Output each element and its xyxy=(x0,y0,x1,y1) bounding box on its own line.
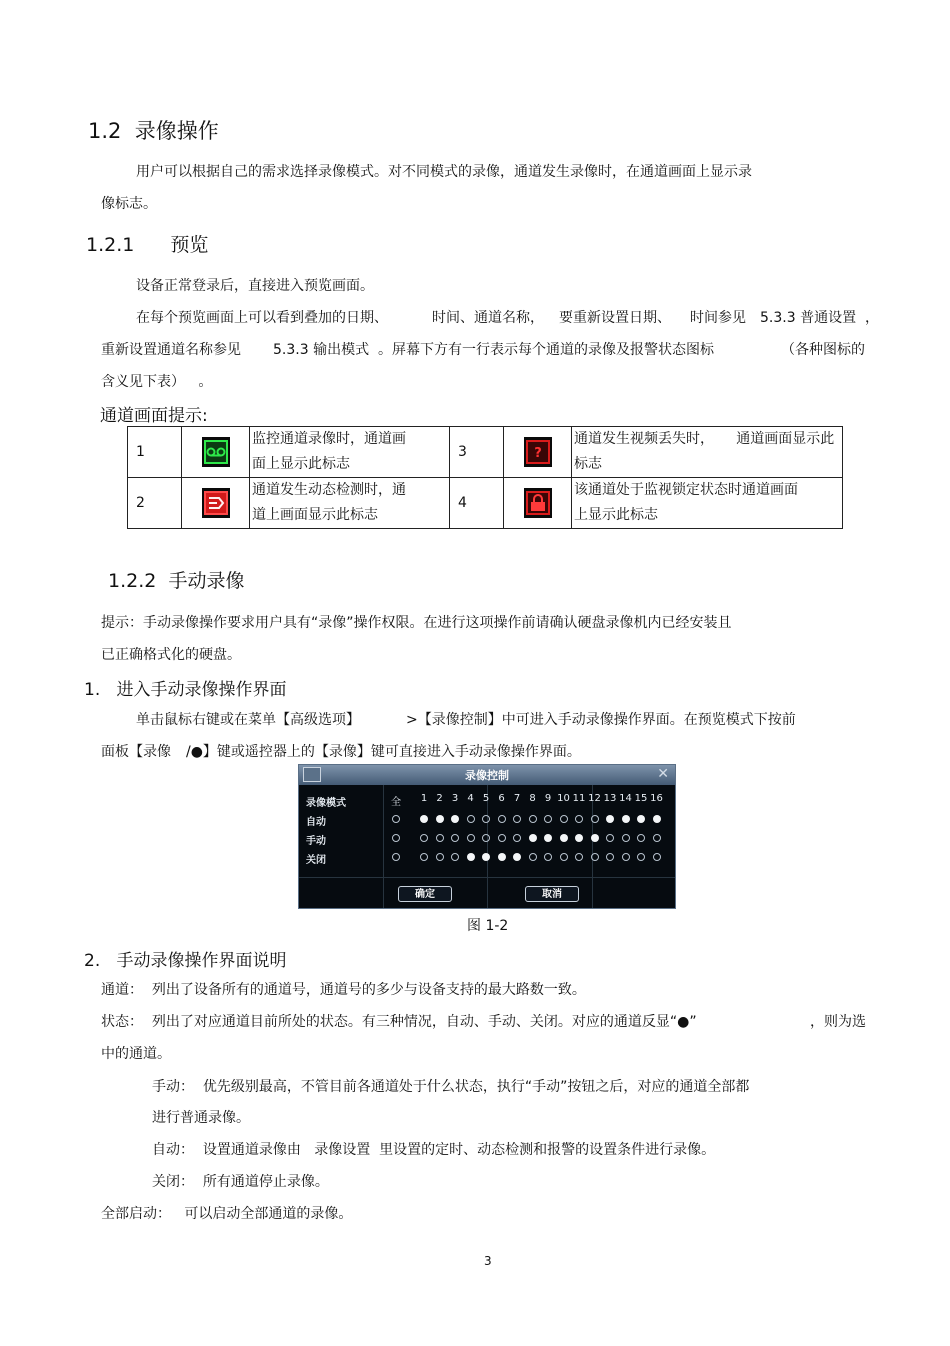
channel-state-radio[interactable] xyxy=(575,834,583,842)
manual-number: 1.2.2 xyxy=(108,570,157,592)
preview-p2-line2-b: 。屏幕下方有一行表示每个通道的录像及报警状态图标 xyxy=(378,342,714,358)
channel-number: 8 xyxy=(529,793,536,804)
all-state-radio[interactable] xyxy=(392,853,400,861)
preview-p2-line1-a: 在每个预览画面上可以看到叠加的日期、 xyxy=(136,310,388,326)
channel-state-radio[interactable] xyxy=(637,815,645,823)
dialog-title: 录像控制 xyxy=(465,769,509,782)
channel-number: 2 xyxy=(436,793,443,804)
section-title: 录像操作 xyxy=(134,119,219,143)
step1-line1-a: 单击鼠标右键或在菜单【高级选项】 xyxy=(136,712,360,728)
step1-heading xyxy=(84,675,286,700)
channel-state-radio[interactable] xyxy=(529,834,537,842)
preview-p2-line1-d: 时间参见 xyxy=(690,310,746,326)
legend-num: 1 xyxy=(128,427,182,478)
row-label-manual: 手动 xyxy=(306,836,326,847)
legend-text: 上显示此标志 xyxy=(574,507,658,523)
preview-p2-line1-c: 要重新设置日期、 xyxy=(559,310,671,326)
legend-text: 该通道处于监视锁定状态时通道画面 xyxy=(574,482,798,498)
channel-state-radio[interactable] xyxy=(606,834,614,842)
manual-title: 手动录像 xyxy=(168,570,245,592)
legend-text: 通道发生视频丢失时， xyxy=(574,431,714,447)
step1-line2-b: /●】键或遥控器上的【录像】键可直接进入手动录像操作界面。 xyxy=(186,744,581,760)
channel-number: 14 xyxy=(619,793,632,804)
preview-p2-line3 xyxy=(101,371,212,391)
step2-heading xyxy=(84,946,286,971)
channel-state-radio[interactable] xyxy=(544,815,552,823)
channel-state-radio[interactable] xyxy=(482,815,490,823)
channel-state-radio[interactable] xyxy=(653,853,661,861)
channel-state-radio[interactable] xyxy=(637,834,645,842)
channel-state-radio[interactable] xyxy=(591,815,599,823)
intro-line-2: 像标志。 xyxy=(101,196,157,212)
all-state-radio[interactable] xyxy=(392,834,400,842)
channel-state-radio[interactable] xyxy=(529,853,537,861)
channel-state-radio[interactable] xyxy=(467,815,475,823)
page-number: 3 xyxy=(484,1254,492,1268)
mode-label: 录像模式 xyxy=(306,798,346,809)
grid-line xyxy=(299,877,675,878)
channel-number: 9 xyxy=(544,793,552,804)
tip-line-2: 已正确格式化的硬盘。 xyxy=(101,647,241,663)
manual-heading xyxy=(108,566,244,593)
channel-number: 7 xyxy=(513,793,521,804)
channel-description: 通道： 列出了设备所有的通道号，通道号的多少与设备支持的最大路数一致。 xyxy=(101,982,586,998)
channel-state-radio[interactable] xyxy=(451,815,459,823)
channel-state-radio[interactable] xyxy=(591,853,599,861)
channel-state-radio[interactable] xyxy=(529,815,537,823)
channel-state-radio[interactable] xyxy=(436,815,444,823)
channel-state-radio[interactable] xyxy=(560,853,568,861)
channel-number: 10 xyxy=(557,793,570,804)
channel-state-radio[interactable] xyxy=(498,853,506,861)
channel-state-radio[interactable] xyxy=(653,815,661,823)
channel-number: 13 xyxy=(603,793,617,804)
intro-line-1: 用户可以根据自己的需求选择录像模式。对不同模式的录像，通道发生录像时，在通道画面上显示录 xyxy=(136,164,752,180)
channel-number: 15 xyxy=(634,793,648,804)
ok-button[interactable]: 确定 xyxy=(398,886,452,902)
step2-number: 2. xyxy=(84,951,101,971)
preview-p2-line1-link: 5.3.3 普通设置 xyxy=(760,310,857,326)
channel-state-radio[interactable] xyxy=(482,834,490,842)
legend-num: 3 xyxy=(450,427,504,478)
state-description-c: 中的通道。 xyxy=(101,1046,171,1062)
legend-text: 面上显示此标志 xyxy=(252,456,350,472)
grid-line xyxy=(383,785,384,909)
channel-state-radio[interactable] xyxy=(420,815,428,823)
channel-state-radio[interactable] xyxy=(436,853,444,861)
channel-state-radio[interactable] xyxy=(420,853,428,861)
channel-state-radio[interactable] xyxy=(467,834,475,842)
channel-state-radio[interactable] xyxy=(498,815,506,823)
row-label-off: 关闭 xyxy=(306,855,326,866)
channel-state-radio[interactable] xyxy=(575,853,583,861)
video-loss-icon xyxy=(524,437,552,467)
svg-text:?: ? xyxy=(533,446,542,461)
legend-row-1 xyxy=(128,427,843,478)
channel-state-radio[interactable] xyxy=(560,815,568,823)
channel-state-radio[interactable] xyxy=(622,853,630,861)
channel-state-radio[interactable] xyxy=(622,834,630,842)
state-description-b: ，则为选 xyxy=(810,1014,866,1030)
channel-state-radio[interactable] xyxy=(560,834,568,842)
preview-p2-line2-a: 重新设置通道名称参见 xyxy=(101,342,241,358)
channel-state-radio[interactable] xyxy=(544,853,552,861)
section-number: 1.2 xyxy=(88,119,122,143)
preview-p2-line1-b: 时间、通道名称， xyxy=(432,310,544,326)
figure-caption: 图 1-2 xyxy=(467,918,509,934)
preview-p2-line2-c: （各种图标的 xyxy=(781,342,865,358)
preview-title: 预览 xyxy=(170,234,209,256)
channel-number: 4 xyxy=(467,793,474,804)
channel-state-radio[interactable] xyxy=(513,815,521,823)
section-heading xyxy=(88,115,219,145)
channel-number: 16 xyxy=(650,793,663,804)
channel-number: 6 xyxy=(498,793,505,804)
legend-text: 监控通道录像时，通道画 xyxy=(252,431,406,447)
all-state-radio[interactable] xyxy=(392,815,400,823)
channel-state-radio[interactable] xyxy=(498,834,506,842)
channel-state-radio[interactable] xyxy=(513,853,521,861)
step1-line2-a: 面板【录像 xyxy=(101,744,171,760)
auto-description: 自动： 设置通道录像由 录像设置 里设置的定时、动态检测和报警的设置条件进行录像。 xyxy=(152,1142,716,1158)
step1-line1-b: >【录像控制】中可进入手动录像操作界面。在预览模式下按前 xyxy=(406,712,796,728)
preview-number: 1.2.1 xyxy=(86,234,135,256)
row-label-auto: 自动 xyxy=(306,817,326,828)
channel-number: 11 xyxy=(572,793,586,804)
off-description: 关闭： 所有通道停止录像。 xyxy=(152,1174,329,1190)
all-start-description: 全部启动： 可以启动全部通道的录像。 xyxy=(101,1206,353,1222)
close-icon[interactable]: ✕ xyxy=(657,766,669,782)
legend-text: 通道画面显示此 xyxy=(736,431,835,447)
legend-text: 标志 xyxy=(574,456,602,472)
channel-state-radio[interactable] xyxy=(622,815,630,823)
channel-state-radio[interactable] xyxy=(451,834,459,842)
channel-number: 12 xyxy=(588,793,601,804)
tip-line-1: 提示：手动录像操作要求用户具有“录像”操作权限。在进行这项操作前请确认硬盘录像机内已经安装且 xyxy=(101,615,732,631)
channel-state-radio[interactable] xyxy=(420,834,428,842)
preview-p2-line3-text: 含义见下表） xyxy=(101,374,185,390)
legend-text: 道上画面显示此标志 xyxy=(252,507,378,523)
step2-title: 手动录像操作界面说明 xyxy=(116,951,287,971)
channel-state-radio[interactable] xyxy=(467,853,475,861)
preview-heading xyxy=(86,230,208,257)
state-description-a: 状态： 列出了对应通道目前所处的状态。有三种情况，自动、手动、关闭。对应的通道反显“●” xyxy=(101,1014,697,1030)
cancel-button[interactable]: 取消 xyxy=(525,886,579,902)
legend-table xyxy=(127,426,843,529)
channel-number: 5 xyxy=(482,793,490,804)
channel-state-radio[interactable] xyxy=(653,834,661,842)
preview-p2-line2-link: 5.3.3 输出模式 xyxy=(273,342,370,358)
channel-state-radio[interactable] xyxy=(606,853,614,861)
legend-row-2 xyxy=(128,478,843,529)
lock-icon xyxy=(524,488,552,518)
all-column-label: 全 xyxy=(391,797,401,808)
record-icon xyxy=(202,437,230,467)
channel-state-radio[interactable] xyxy=(591,834,599,842)
legend-num: 4 xyxy=(450,478,504,529)
manual-description-1: 手动： 优先级别最高，不管目前各通道处于什么状态，执行“手动”按钮之后，对应的通道全部都 xyxy=(152,1079,750,1095)
motion-detect-icon xyxy=(202,488,230,518)
legend-num: 2 xyxy=(128,478,182,529)
step1-number: 1. xyxy=(84,680,101,700)
dialog-titlebar xyxy=(299,765,675,785)
channel-state-radio[interactable] xyxy=(436,834,444,842)
step1-title: 进入手动录像操作界面 xyxy=(116,680,287,700)
channel-number: 1 xyxy=(420,793,428,804)
manual-description-2: 进行普通录像。 xyxy=(152,1110,250,1126)
channel-state-radio[interactable] xyxy=(513,834,521,842)
channel-state-radio[interactable] xyxy=(451,853,459,861)
channel-number: 3 xyxy=(451,793,459,804)
legend-text: 通道发生动态检测时，通 xyxy=(252,482,406,498)
preview-paragraph-1: 设备正常登录后，直接进入预览画面。 xyxy=(136,278,374,294)
legend-title: 通道画面提示: xyxy=(100,406,208,426)
record-control-dialog xyxy=(298,764,676,909)
channel-state-radio[interactable] xyxy=(482,853,490,861)
channel-state-radio[interactable] xyxy=(606,815,614,823)
channel-state-radio[interactable] xyxy=(575,815,583,823)
preview-p2-line1-e: ， xyxy=(865,310,879,326)
preview-p2-line3-end: 。 xyxy=(198,374,213,390)
channel-state-radio[interactable] xyxy=(637,853,645,861)
channel-state-radio[interactable] xyxy=(544,834,552,842)
